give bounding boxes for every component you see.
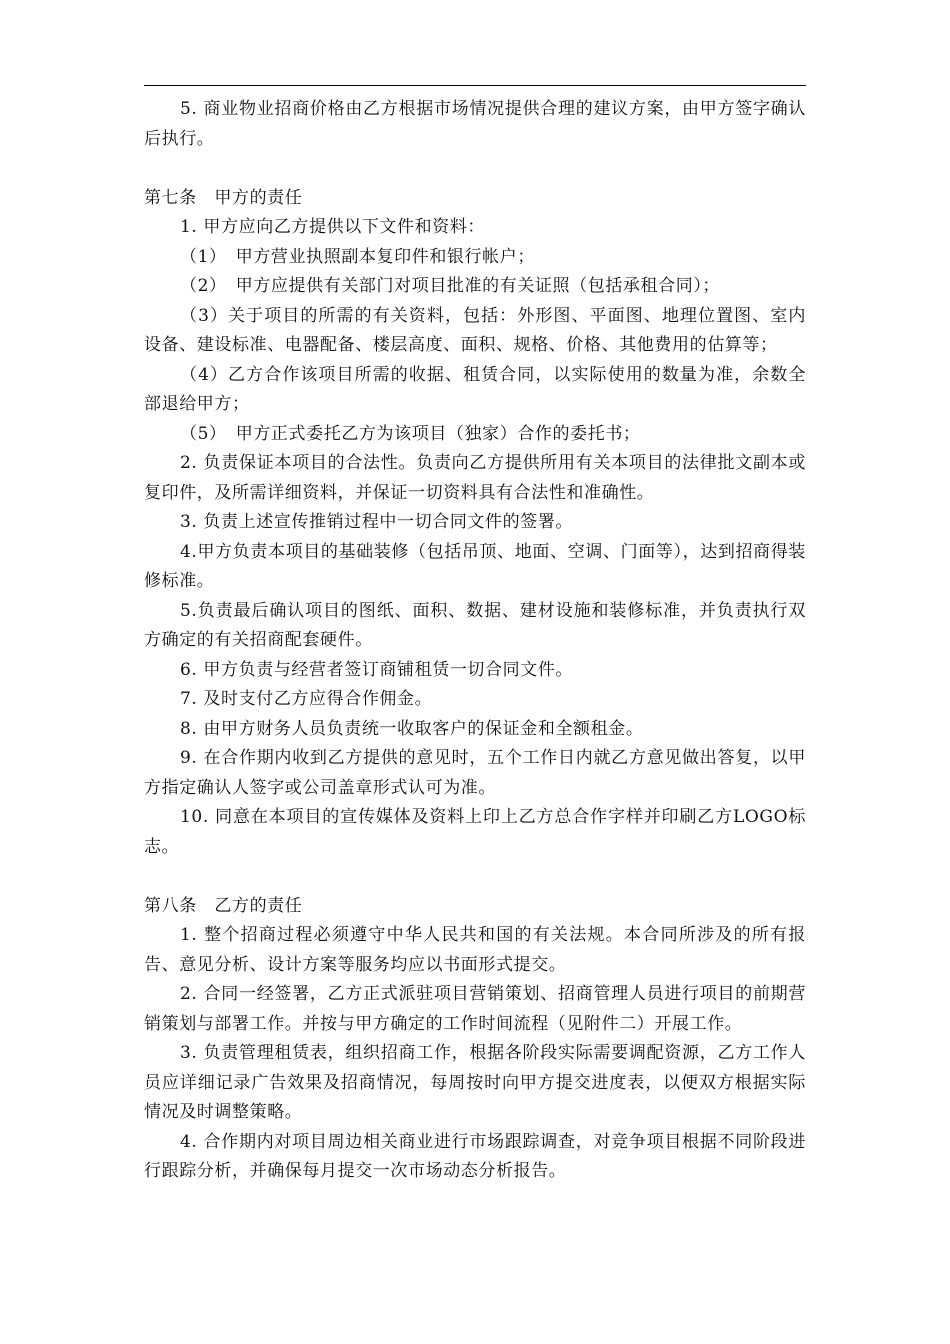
section-7-heading: 第七条 甲方的责任: [144, 187, 303, 208]
header-rule: [144, 85, 806, 86]
section-7-item-1-sub-5: （5） 甲方正式委托乙方为该项目（独家）合作的委托书；: [180, 423, 641, 444]
section-7-item-10: 10. 同意在本项目的宣传媒体及资料上印上乙方总合作字样并印刷乙方LOGO标志。: [144, 807, 806, 857]
paragraph: 5. 商业物业招商价格由乙方根据市场情况提供合理的建议方案，由甲方签字确认后执行。: [144, 99, 806, 149]
section-7-item-1: 1. 甲方应向乙方提供以下文件和资料：: [180, 217, 486, 237]
section-7-item-1-sub-3: （3）关于项目的所需的有关资料，包括：外形图、平面图、地理位置图、室内设备、建设标准、电器配备、楼层高度、面积、规格、价格、其他费用的估算等；: [144, 305, 806, 355]
document-body: [144, 95, 806, 1187]
section-8-heading: 第八条 乙方的责任: [144, 895, 303, 916]
section-8-item-3: 3. 负责管理租赁表，组织招商工作，根据各阶段实际需要调配资源，乙方工作人员应详细记录广告效果及招商情况，每周按时向甲方提交进度表，以便双方根据实际情况及时调整策略。: [144, 1043, 806, 1122]
section-7-item-7: 7. 及时支付乙方应得合作佣金。: [180, 689, 433, 709]
section-7-item-1-sub-4: （4）乙方合作该项目所需的收据、租赁合同，以实际使用的数量为准，余数全部退给甲方；: [144, 364, 806, 414]
section-7-item-1-sub-2: （2） 甲方应提供有关部门对项目批准的有关证照（包括承租合同）；: [180, 276, 721, 296]
section-7-item-4: 4.甲方负责本项目的基础装修（包括吊顶、地面、空调、门面等），达到招商得装修标准。: [144, 541, 806, 591]
section-7-item-1-sub-1: （1） 甲方营业执照副本复印件和银行帐户；: [180, 246, 535, 267]
section-7-item-2: 2. 负责保证本项目的合法性。负责向乙方提供所用有关本项目的法律批文副本或复印件，及所需详细资料，并保证一切资料具有合法性和准确性。: [144, 453, 806, 503]
section-7-item-5: 5.负责最后确认项目的图纸、面积、数据、建材设施和装修标准，并负责执行双方确定的有关招商配套硬件。: [144, 600, 806, 650]
section-8-item-4: 4. 合作期内对项目周边相关商业进行市场跟踪调查，对竞争项目根据不同阶段进行跟踪分析，并确保每月提交一次市场动态分析报告。: [144, 1131, 806, 1181]
section-7-item-3: 3. 负责上述宣传推销过程中一切合同文件的签署。: [180, 512, 574, 532]
section-7-item-8: 8. 由甲方财务人员负责统一收取客户的保证金和全额租金。: [180, 718, 644, 739]
section-7-item-9: 9. 在合作期内收到乙方提供的意见时，五个工作日内就乙方意见做出答复，以甲方指定确认人签字或公司盖章形式认可为准。: [144, 748, 806, 798]
section-7-item-6: 6. 甲方负责与经营者签订商铺租赁一切合同文件。: [180, 659, 574, 680]
section-8-item-2: 2. 合同一经签署，乙方正式派驻项目营销策划、招商管理人员进行项目的前期营销策划与部署工作。并按与甲方确定的工作时间流程（见附件二）开展工作。: [144, 984, 806, 1034]
section-8-item-1: 1. 整个招商过程必须遵守中华人民共和国的有关法规。本合同所涉及的所有报告、意见分析、设计方案等服务均应以书面形式提交。: [144, 925, 806, 975]
